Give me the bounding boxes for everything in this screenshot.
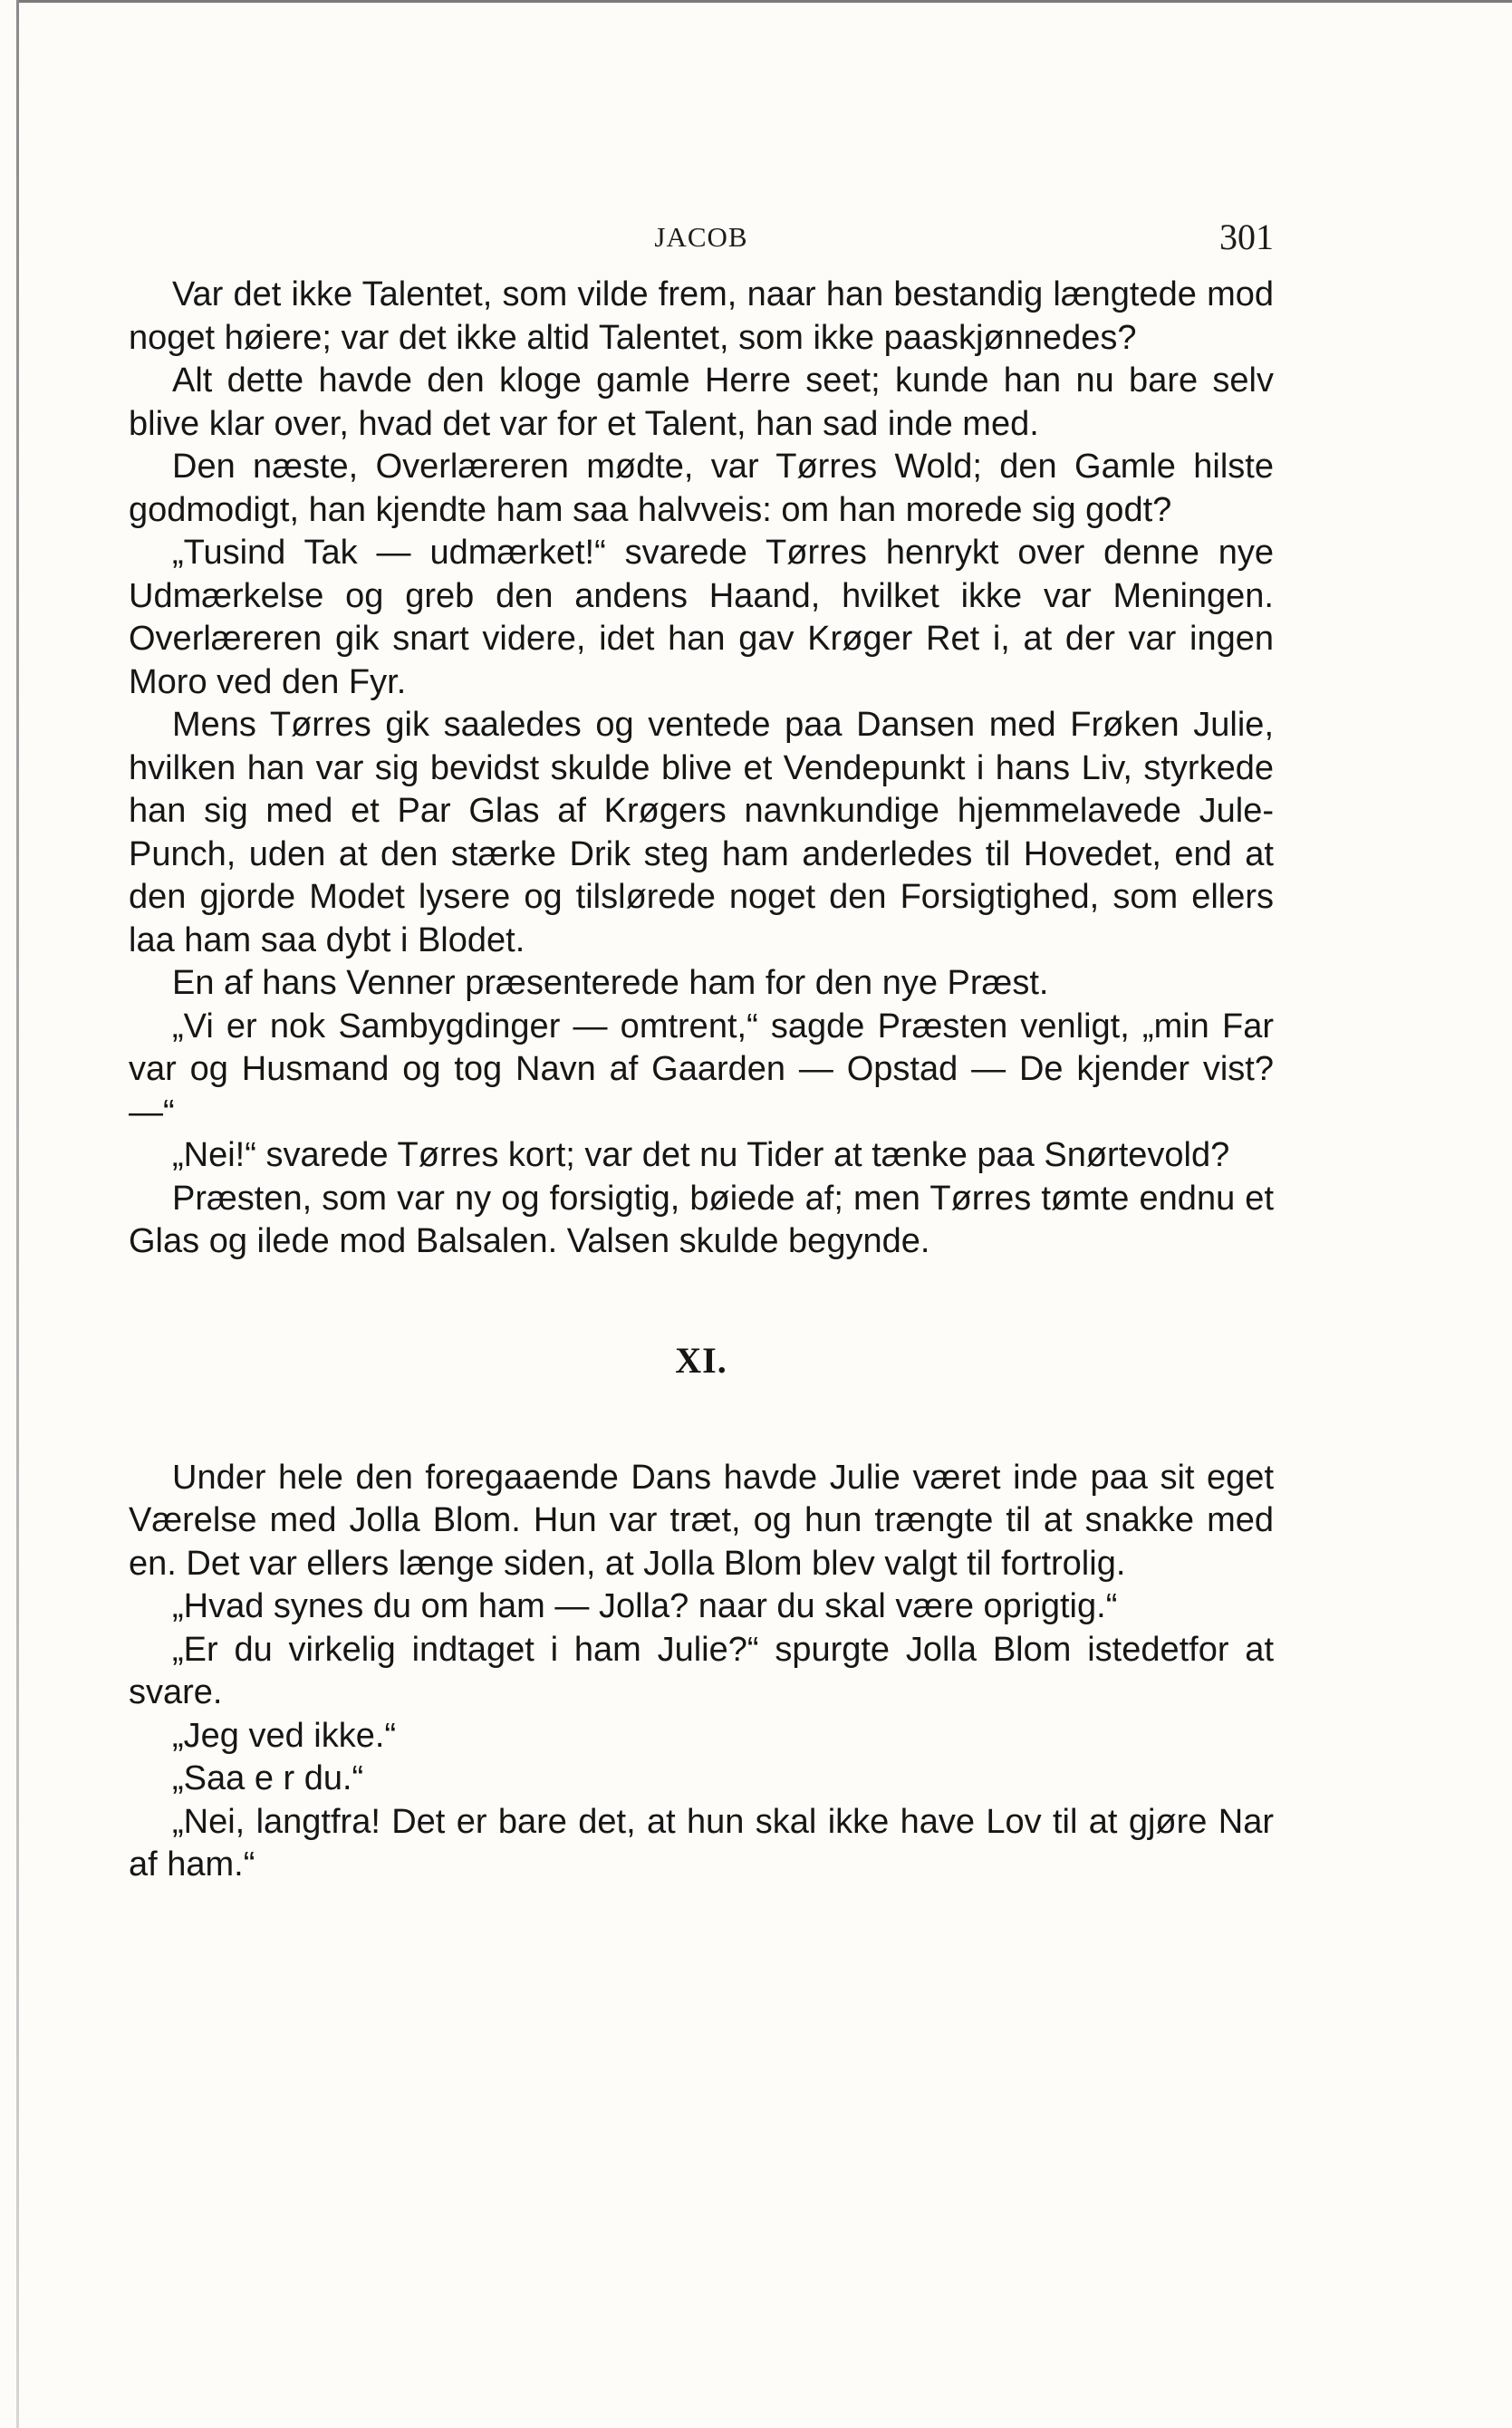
paragraph: „Vi er nok Sambygdinger — omtrent,“ sagde Præsten venligt, „min Far var og Husmand og tog Navn af Gaarden — Opstad — De kjender vist? —“ — [129, 1007, 1274, 1132]
paragraph: „Nei, langtfra! Det er bare det, at hun skal ikke have Lov til at gjøre Nar af ham.“ — [129, 1802, 1274, 1884]
paragraph: „Er du virkelig indtaget i ham Julie?“ spurgte Jolla Blom istedetfor at svare. — [129, 1630, 1274, 1711]
page-binding-edge — [16, 0, 19, 2428]
paragraph: Under hele den foregaaende Dans havde Julie været inde paa sit eget Værelse med Jolla Blom. Hun var træt, og hun trængte til at snakke med en. Det var ellers længe siden, at Jolla Blom blev valgt til fortrolig. — [129, 1458, 1274, 1583]
paragraph: „Jeg ved ikke.“ — [172, 1716, 397, 1755]
paragraph: Var det ikke Talentet, som vilde frem, naar han bestandig længtede mod noget høiere; var det ikke altid Talentet, som ikke paaskjønnedes? — [129, 275, 1274, 357]
chapter-heading: XI. — [675, 1339, 727, 1381]
paragraph: „Hvad synes du om ham — Jolla? naar du skal være oprigtig.“ — [172, 1587, 1118, 1625]
paragraph: „Nei!“ svarede Tørres kort; var det nu Tider at tænke paa Snørtevold? — [172, 1136, 1230, 1174]
paragraph: „Tusind Tak — udmærket!“ svarede Tørres henrykt over denne nye Udmærkelse og greb den andens Haand, hvilket ikke var Meningen. Overlæreren gik snart videre, idet han gav Krøger Ret i, at der var ingen Moro ved den Fyr. — [129, 534, 1274, 701]
page-number: 301 — [1219, 217, 1274, 257]
page-top-edge — [18, 0, 1512, 3]
paragraph: Præsten, som var ny og forsigtig, bøiede af; men Tørres tømte endnu et Glas og ilede mod Balsalen. Valsen skulde begynde. — [129, 1179, 1274, 1260]
paragraph: Alt dette havde den kloge gamle Herre seet; kunde han nu bare selv blive klar over, hvad det var for et Talent, han sad inde med. — [129, 361, 1274, 443]
paragraph: „Saa e r du.“ — [172, 1759, 364, 1797]
running-title: JACOB — [654, 221, 748, 253]
body-text — [129, 274, 1274, 1887]
paragraph: Den næste, Overlæreren mødte, var Tørres Wold; den Gamle hilste godmodigt, han kjendte ham saa halvveis: om han morede sig godt? — [129, 448, 1274, 529]
paragraph: Mens Tørres gik saaledes og ventede paa Dansen med Frøken Julie, hvilken han var sig bevidst skulde blive et Vendepunkt i hans Liv, styrkede han sig med et Par Glas af Krøgers navnkundige hjemmelavede Jule-Punch, uden at den stærke Drik steg ham anderledes til Hovedet, end at den gjorde Modet lysere og tilslørede noget den Forsigtighed, som ellers laa ham saa dybt i Blodet. — [129, 706, 1274, 959]
page-header — [129, 216, 1274, 261]
paragraph: En af hans Venner præsenterede ham for den nye Præst. — [172, 964, 1049, 1002]
